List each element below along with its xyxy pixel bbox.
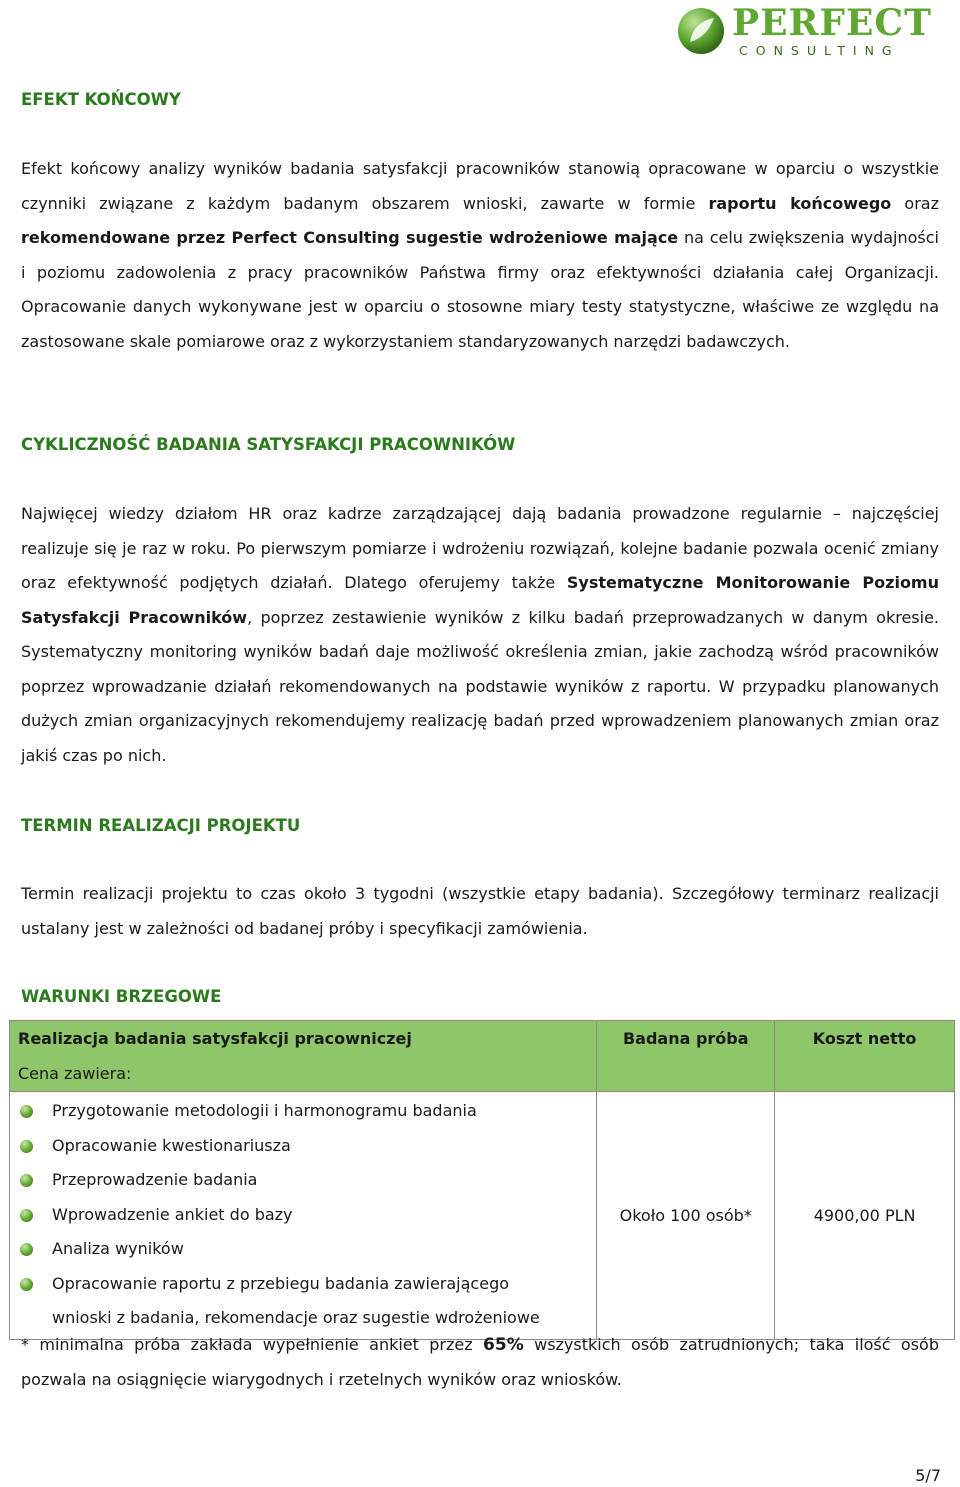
paragraph-efekt: Efekt końcowy analizy wyników badania satysfakcji pracowników stanowią opracowane w oparciu o wszystkie czynniki związane z każdym badanym obszarem wnioski, zawarte w formie raportu końcowego oraz rekomendowane przez Perfect Consulting sugestie wdrożeniowe mające na celu zwiększenia wydajności i poziomu zadowolenia z pracy pracowników Państwa firmy oraz efektywności działania całej Organizacji. Opracowanie danych wykonywane jest w oparciu o stosowne miary testy statystyczne, właściwe ze względu na zastosowane skale pomiarowe oraz z wykorzystaniem standaryzowanych narzędzi badawczych. (21, 159, 939, 351)
table-header-price: Koszt netto (775, 1021, 955, 1092)
green-bullet-icon (20, 1174, 33, 1187)
section-heading-warunki: WARUNKI BRZEGOWE (21, 987, 222, 1006)
footnote: * minimalna próba zakłada wypełnienie ankiet przez 65% wszystkich osób zatrudnionych; taka ilość osób pozwala na osiągnięcie wiarygodnych i rzetelnych wyników oraz wniosków. (21, 1335, 939, 1389)
logo-subtitle: CONSULTING (739, 43, 900, 58)
leaf-logo-icon (676, 6, 726, 56)
table-header-sample: Badana próba (597, 1021, 775, 1092)
list-item: Opracowanie raportu z przebiegu badania zawierającego (10, 1267, 596, 1302)
included-items-list (10, 1092, 596, 1339)
paragraph-termin: Termin realizacji projektu to czas około 3 tygodni (wszystkie etapy badania). Szczegółowy terminarz realizacji ustalany jest w zależności od badanej próby i specyfikacji zamówienia. (21, 884, 939, 938)
green-bullet-icon (20, 1243, 33, 1256)
section-heading-termin: TERMIN REALIZACJI PROJEKTU (21, 816, 301, 835)
green-bullet-icon (20, 1278, 33, 1291)
list-item-continuation: wnioski z badania, rekomendacje oraz sugestie wdrożeniowe (52, 1308, 540, 1327)
section-heading-cyklicznosc: CYKLICZNOŚĆ BADANIA SATYSFAKCJI PRACOWNIKÓW (21, 435, 516, 454)
page-number: 5/7 (915, 1466, 941, 1485)
green-bullet-icon (20, 1209, 33, 1222)
green-bullet-icon (20, 1105, 33, 1118)
list-item: Wprowadzenie ankiet do bazy (10, 1198, 596, 1233)
list-item: Przygotowanie metodologii i harmonogramu badania (10, 1094, 596, 1129)
list-item: Analiza wyników (10, 1232, 596, 1267)
table-header-realizacja: Realizacja badania satysfakcji pracowniczej Cena zawiera: (10, 1021, 597, 1092)
list-item: Przeprowadzenie badania (10, 1163, 596, 1198)
sample-size-cell: Około 100 osób* (597, 1092, 775, 1340)
list-item: Opracowanie kwestionariusza (10, 1129, 596, 1164)
table-header-row (10, 1021, 955, 1092)
included-items-cell (10, 1092, 597, 1340)
logo-wordmark: PERFECT (732, 2, 932, 44)
green-bullet-icon (20, 1140, 33, 1153)
table-row (10, 1092, 955, 1340)
company-logo (676, 2, 932, 62)
terms-table (9, 1020, 955, 1340)
paragraph-cyklicznosc: Najwięcej wiedzy działom HR oraz kadrze zarządzającej dają badania prowadzone regularnie – najczęściej realizuje się je raz w roku. Po pierwszym pomiarze i wdrożeniu rozwiązań, kolejne badanie pozwala ocenić zmiany oraz efektywność podjętych działań. Dlatego oferujemy także Systematyczne Monitorowanie Poziomu Satysfakcji Pracowników, poprzez zestawienie wyników z kilku badań przeprowadzanych w danym okresie. Systematyczny monitoring wyników badań daje możliwość określenia zmian, jakie zachodzą wśród pracowników poprzez wprowadzanie działań rekomendowanych na podstawie wyników z raportu. W przypadku planowanych dużych zmian organizacyjnych rekomendujemy realizację badań przed wprowadzeniem planowanych zmian oraz jakiś czas po nich. (21, 504, 940, 765)
price-cell: 4900,00 PLN (775, 1092, 955, 1340)
section-heading-efekt: EFEKT KOŃCOWY (21, 90, 181, 109)
